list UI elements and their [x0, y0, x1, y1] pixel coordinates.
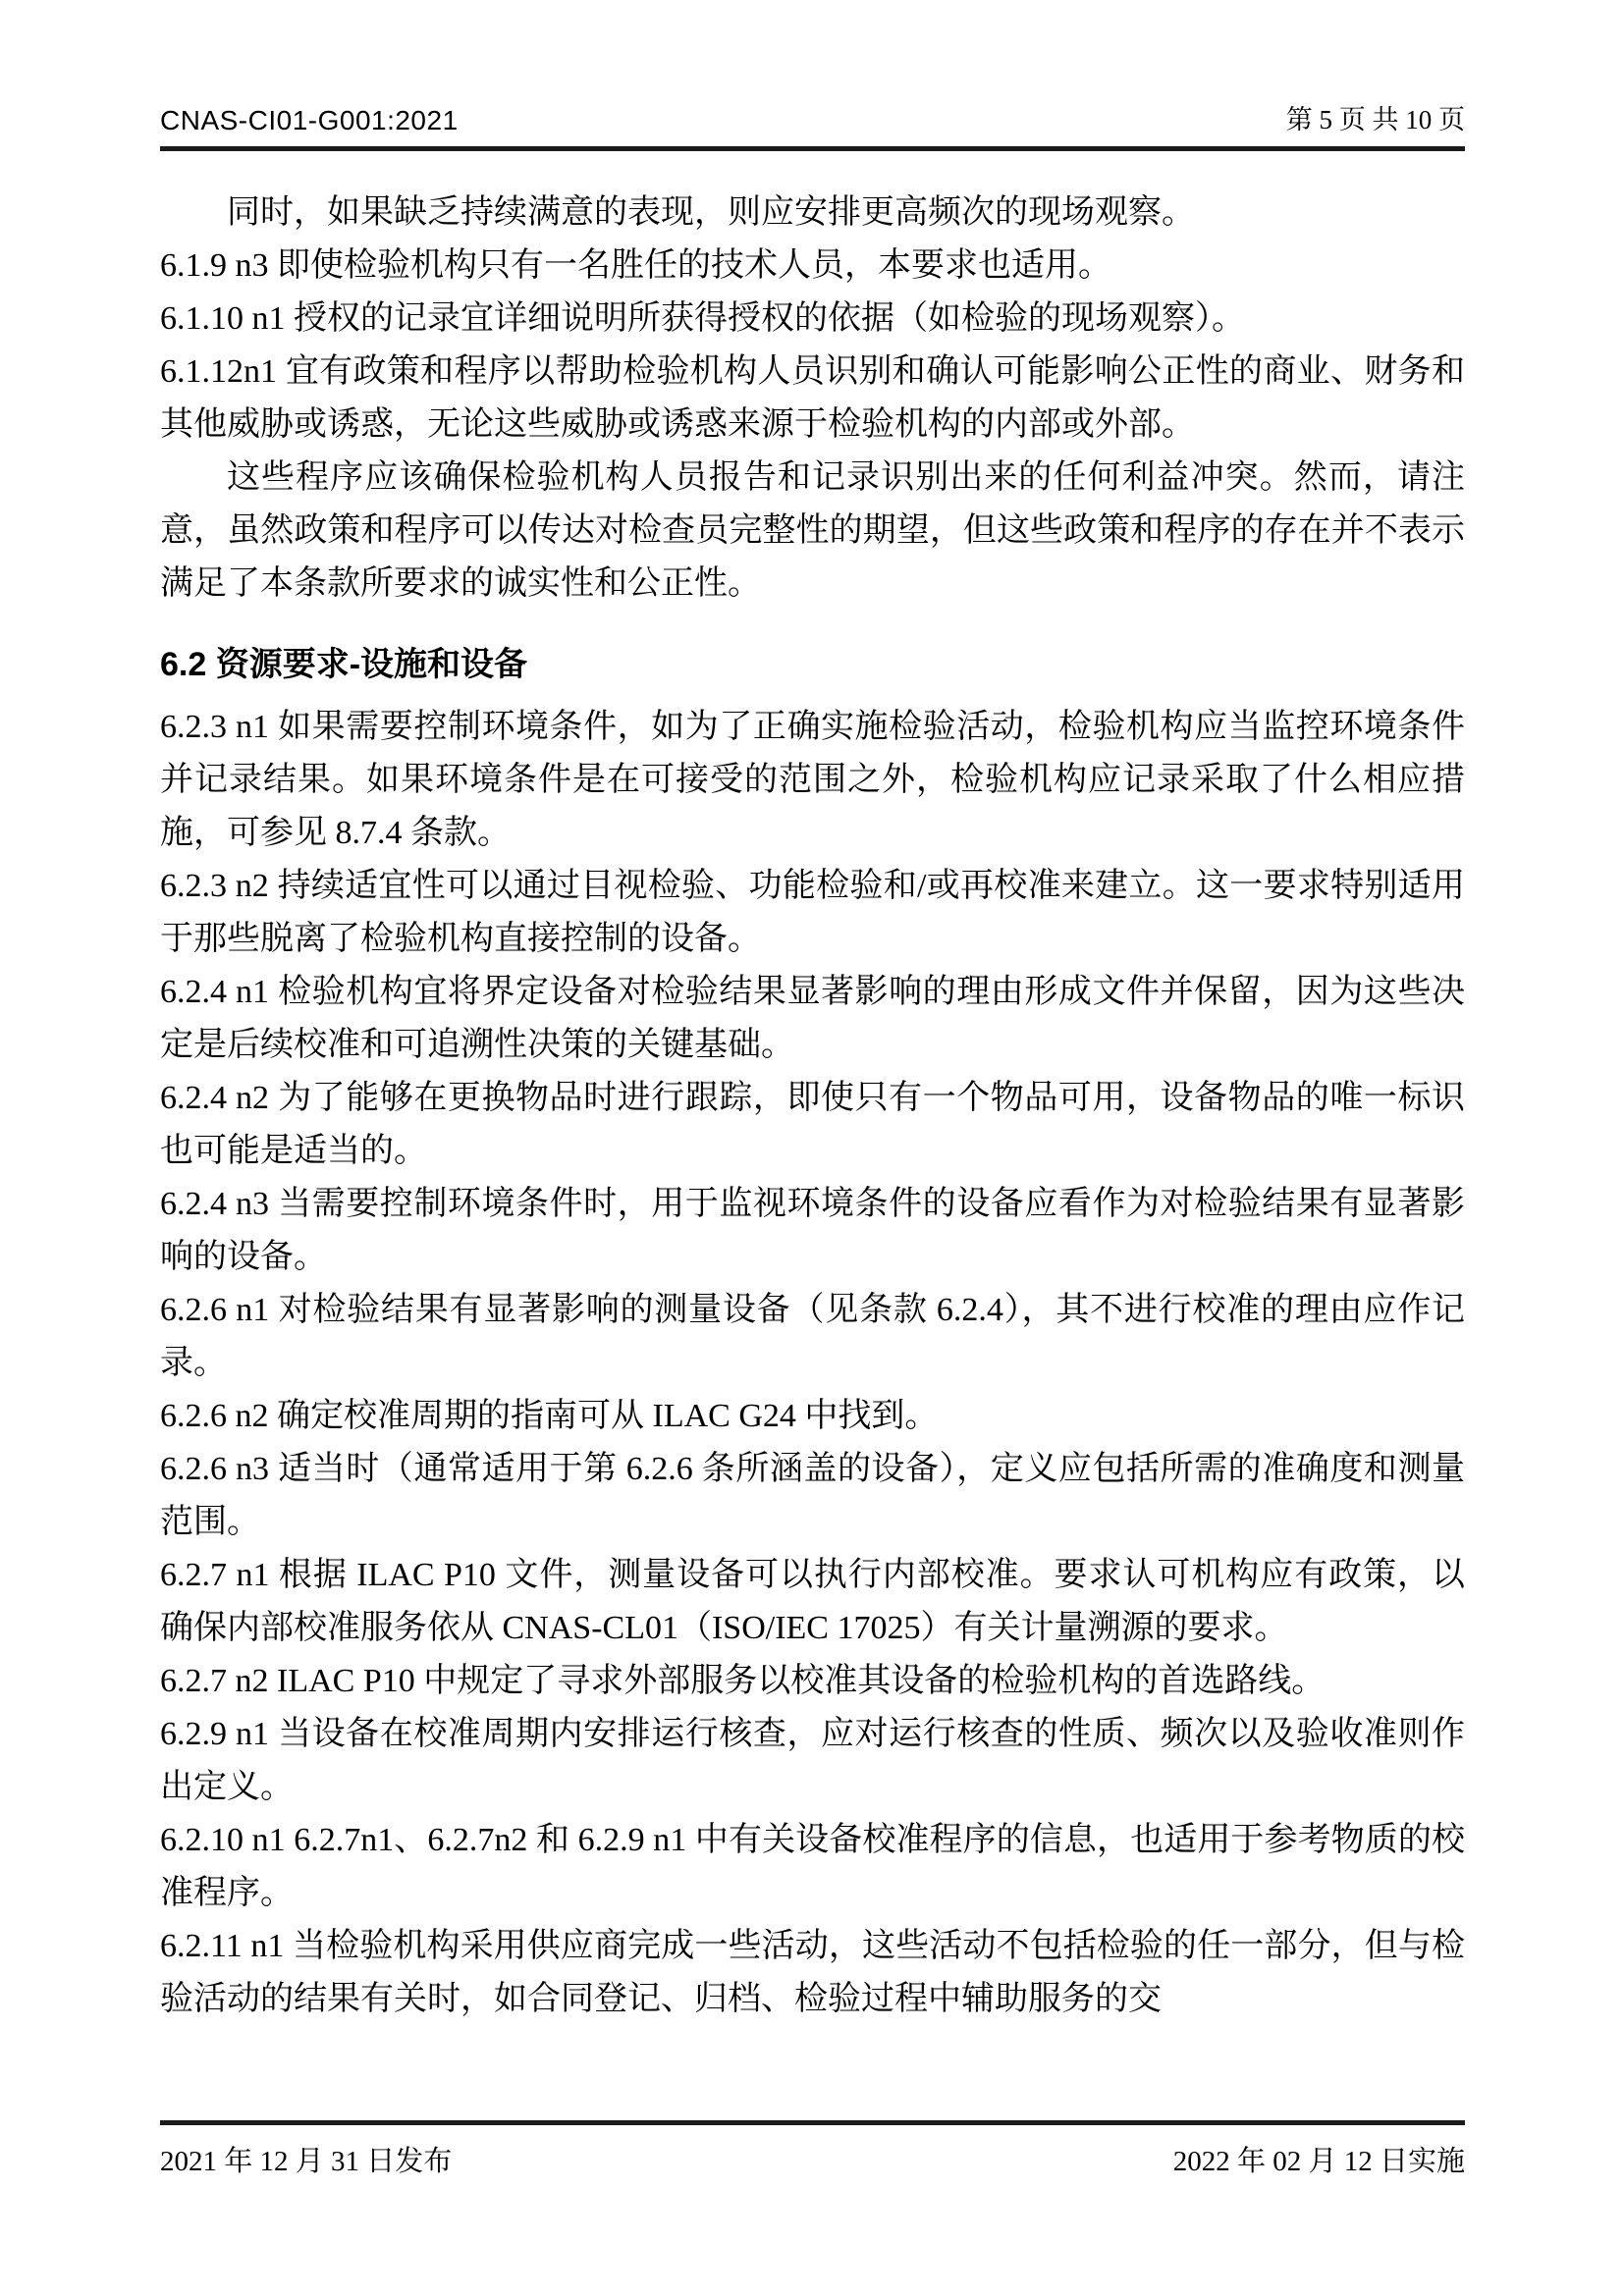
- paragraph: 6.2.6 n1 对检验结果有显著影响的测量设备（见条款 6.2.4），其不进行校准的理由应作记录。: [160, 1292, 1465, 1381]
- paragraph: 6.1.9 n3 即使检验机构只有一名胜任的技术人员，本要求也适用。: [160, 247, 1111, 284]
- page-number-label: 第 5 页 共 10 页: [1285, 105, 1465, 134]
- paragraph: 这些程序应该确保检验机构人员报告和记录识别出来的任何利益冲突。然而，请注意，虽然政策和程序可以传达对检查员完整性的期望，但这些政策和程序的存在并不表示满足了本条款所要求的诚实性和公正性。: [160, 459, 1465, 602]
- paragraph: 6.1.12n1 宜有政策和程序以帮助检验机构人员识别和确认可能影响公正性的商业、财务和其他威胁或诱惑，无论这些威胁或诱惑来源于检验机构的内部或外部。: [160, 353, 1465, 443]
- paragraph: 6.1.10 n1 授权的记录宜详细说明所获得授权的依据（如检验的现场观察）。: [160, 300, 1245, 337]
- paragraph: 6.2.11 n1 当检验机构采用供应商完成一些活动，这些活动不包括检验的任一部分，但与检验活动的结果有关时，如合同登记、归档、检验过程中辅助服务的交: [160, 1928, 1465, 2017]
- implement-date: 2022 年 02 月 12 日实施: [1172, 2146, 1465, 2177]
- paragraph: 同时，如果缺乏持续满意的表现，则应安排更高频次的现场观察。: [227, 194, 1195, 231]
- paragraph: 6.2.7 n1 根据 ILAC P10 文件，测量设备可以执行内部校准。要求认可机构应有政策，以确保内部校准服务依从 CNAS-CL01（ISO/IEC 17025）有关计量溯源的要求。: [160, 1557, 1465, 1646]
- paragraph: 6.2.6 n2 确定校准周期的指南可从 ILAC G24 中找到。: [160, 1398, 939, 1434]
- paragraph: 6.2.9 n1 当设备在校准周期内安排运行核查，应对运行核查的性质、频次以及验收准则作出定义。: [160, 1716, 1465, 1805]
- paragraph: 6.2.10 n1 6.2.7n1、6.2.7n2 和 6.2.9 n1 中有关设备校准程序的信息，也适用于参考物质的校准程序。: [160, 1822, 1465, 1911]
- paragraph: 6.2.7 n2 ILAC P10 中规定了寻求外部服务以校准其设备的检验机构的首选路线。: [160, 1663, 1326, 1699]
- paragraph: 6.2.4 n3 当需要控制环境条件时，用于监视环境条件的设备应看作为对检验结果有显著影响的设备。: [160, 1186, 1465, 1275]
- page-footer: [160, 2120, 1465, 2179]
- paragraph: 6.2.4 n1 检验机构宜将界定设备对检验结果显著影响的理由形成文件并保留，因为这些决定是后续校准和可追溯性决策的关键基础。: [160, 974, 1465, 1063]
- paragraph: 6.2.6 n3 适当时（通常适用于第 6.2.6 条所涵盖的设备），定义应包括所需的准确度和测量范围。: [160, 1451, 1465, 1540]
- document-code: CNAS-CI01-G001:2021: [160, 105, 459, 135]
- paragraph: 6.2.3 n1 如果需要控制环境条件，如为了正确实施检验活动，检验机构应当监控环境条件并记录结果。如果环境条件是在可接受的范围之外，检验机构应记录采取了什么相应措施，可参见 8.7.4 条款。: [160, 709, 1465, 851]
- paragraph: 6.2.4 n2 为了能够在更换物品时进行跟踪，即使只有一个物品可用，设备物品的唯一标识也可能是适当的。: [160, 1080, 1465, 1169]
- document-body: [160, 187, 1465, 2026]
- release-date: 2021 年 12 月 31 日发布: [160, 2146, 453, 2177]
- page-header: [160, 98, 1465, 151]
- section-heading: 6.2 资源要求-设施和设备: [160, 646, 528, 683]
- paragraph: 6.2.3 n2 持续适宜性可以通过目视检验、功能检验和/或再校准来建立。这一要求特别适用于那些脱离了检验机构直接控制的设备。: [160, 868, 1465, 957]
